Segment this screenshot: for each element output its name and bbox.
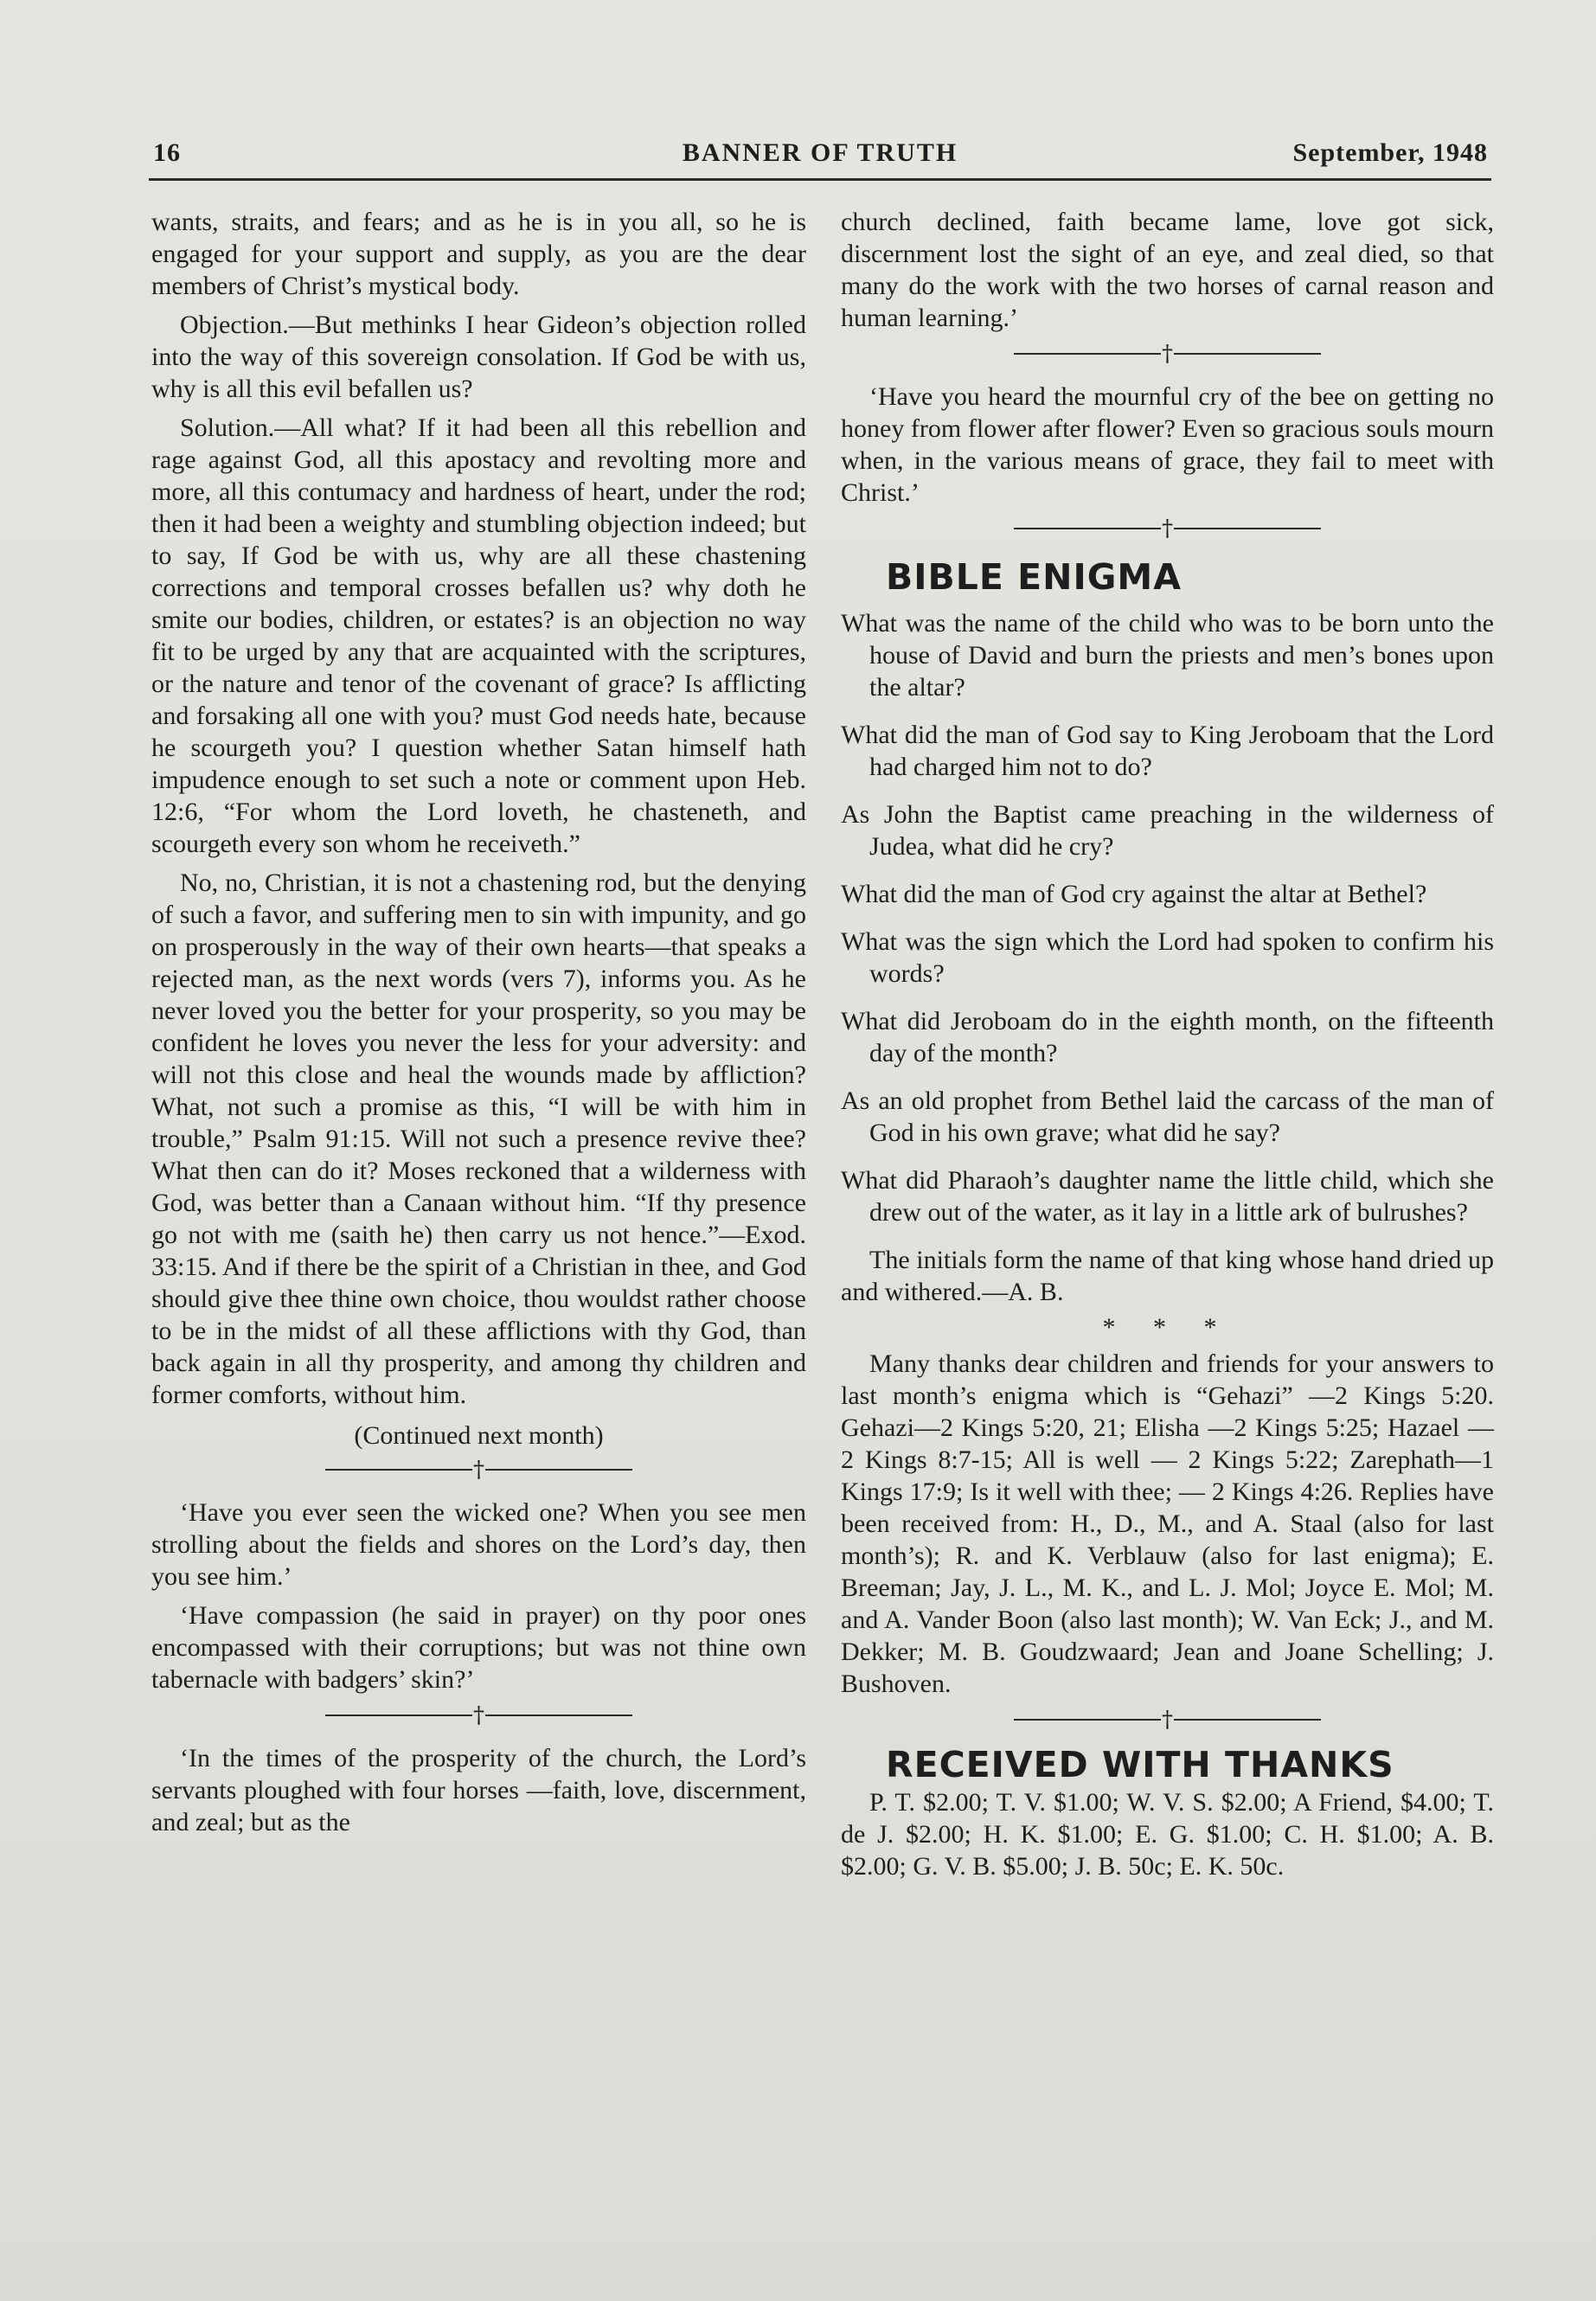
- enigma-question: What did Pharaoh’s daughter name the little child, which she drew out of the water, as it lay in a little ark of bulrushes?: [841, 1166, 1494, 1227]
- publication-title: BANNER OF TRUTH: [682, 138, 958, 167]
- divider-rule: [1014, 528, 1161, 529]
- enigma-question: What was the name of the child who was to be born unto the house of David and burn the priests and men’s bones upon the altar?: [841, 609, 1494, 702]
- cross-icon: †: [1162, 341, 1173, 368]
- divider-rule: [1174, 1719, 1321, 1721]
- cross-icon: †: [473, 1457, 484, 1484]
- thanks-paragraph: Many thanks dear children and friends for your answers to last month’s enigma which is “Gehazi” —2 Kings 5:20. Gehazi—2 Kings 5:20, 21; Elisha —2 Kings 5:25; Hazael — 2 Kings 8:7-15; All is well — 2 Kings 5:22; Zarephath—1 Kings 17:9; Is it well with thee; — 2 Kings 4:26. Replies have been received from: H., D., M., and A. Staal (also for last month’s); R. and K. Verblauw (also for last enigma); E. Breeman; Jay, J. L., M. K., and L. J. Mol; Joyce E. Mol; M. and A. Vander Boon (also last month); W. Van Eck; J., and M. Dekker; M. B. Goudzwaard; Jean and Joane Schelling; J. Bushoven.: [841, 1349, 1494, 1698]
- divider-rule: [1174, 353, 1321, 355]
- enigma-question: What did the man of God say to King Jeroboam that the Lord had charged him not to do?: [841, 721, 1494, 781]
- left-column: [151, 206, 806, 1845]
- enigma-question: What did Jeroboam do in the eighth month, on the fifteenth day of the month?: [841, 1007, 1494, 1067]
- cross-divider: [151, 1457, 806, 1484]
- received-list: P. T. $2.00; T. V. $1.00; W. V. S. $2.00; A Friend, $4.00; T. de J. $2.00; H. K. $1.00; E. G. $1.00; C. H. $1.00; A. B. $2.00; G. V. B. $5.00; J. B. 50c; E. K. 50c.: [841, 1788, 1494, 1881]
- enigma-question: What did the man of God cry against the altar at Bethel?: [841, 880, 1427, 908]
- divider-rule: [325, 1469, 472, 1471]
- divider-rule: [485, 1469, 632, 1471]
- continued-note: (Continued next month): [354, 1421, 604, 1450]
- cross-divider: [841, 1707, 1494, 1734]
- paragraph: Objection.—But methinks I hear Gideon’s objection rolled into the way of this sovereign consolation. If God be with us, why is all this evil befallen us?: [151, 311, 806, 403]
- section-stars: * * *: [1102, 1313, 1233, 1342]
- quote-paragraph: ‘In the times of the prosperity of the church, the Lord’s servants ploughed with four horses —faith, love, discernment, and zeal; but as the: [151, 1744, 806, 1836]
- page-number: 16: [153, 138, 181, 167]
- quote-paragraph: ‘Have compassion (he said in prayer) on thy poor ones encompassed with their corruptions; but was not thine own tabernacle with badgers’ skin?’: [151, 1601, 806, 1694]
- divider-rule: [1014, 353, 1161, 355]
- enigma-question: As John the Baptist came preaching in the wilderness of Judea, what did he cry?: [841, 800, 1494, 861]
- cross-divider: [151, 1702, 806, 1729]
- enigma-question: As an old prophet from Bethel laid the carcass of the man of God in his own grave; what did he say?: [841, 1086, 1494, 1147]
- divider-rule: [1014, 1719, 1161, 1721]
- cross-icon: †: [473, 1702, 484, 1729]
- cross-divider: [841, 516, 1494, 542]
- divider-rule: [325, 1715, 472, 1716]
- paragraph: church declined, faith became lame, love got sick, discernment lost the sight of an eye, and zeal died, so that many do the work with the two horses of carnal reason and human learning.’: [841, 208, 1494, 332]
- paragraph: Solution.—All what? If it had been all this rebellion and rage against God, all this apostacy and revolting more and more, all this contumacy and hardness of heart, under the rod; then it had been a weighty and stumbling objection indeed; but to say, If God be with us, why are all these chastening corrections and temporal crosses befallen us? why doth he smite our bodies, children, or estates? is an objection no way fit to be urged by any that are acquainted with the scriptures, or the nature and tenor of the covenant of grace? Is afflicting and forsaking all one with you? must God needs hate, because he scourgeth you? I question whether Satan himself hath impudence enough to set such a note or comment upon Heb. 12:6, “For whom the Lord loveth, he chasteneth, and scourgeth every son whom he receiveth.”: [151, 413, 806, 858]
- cross-icon: †: [1162, 1707, 1173, 1734]
- section-heading-received: RECEIVED WITH THANKS: [886, 1744, 1394, 1785]
- issue-date: September, 1948: [1292, 138, 1488, 167]
- cross-divider: [841, 341, 1494, 368]
- enigma-initials-note: The initials form the name of that king whose hand dried up and withered.—A. B.: [841, 1246, 1494, 1306]
- paragraph: wants, straits, and fears; and as he is in you all, so he is engaged for your support and supply, as you are the dear members of Christ’s mystical body.: [151, 208, 806, 300]
- section-heading-bible-enigma: BIBLE ENIGMA: [886, 556, 1182, 598]
- divider-rule: [1174, 528, 1321, 529]
- divider-rule: [485, 1715, 632, 1716]
- right-column: [841, 206, 1494, 1889]
- cross-icon: †: [1162, 516, 1173, 542]
- page-header: [149, 137, 1491, 181]
- quote-paragraph: ‘Have you heard the mournful cry of the bee on getting no honey from flower after flower? Even so gracious souls mourn when, in the various means of grace, they fail to meet with Christ.’: [841, 382, 1494, 507]
- enigma-question: What was the sign which the Lord had spoken to confirm his words?: [841, 927, 1494, 988]
- quote-paragraph: ‘Have you ever seen the wicked one? When you see men strolling about the fields and shores on the Lord’s day, then you see him.’: [151, 1498, 806, 1591]
- paragraph: No, no, Christian, it is not a chastening rod, but the denying of such a favor, and suffering men to sin with impunity, and go on prosperously in the way of their own hearts—that speaks a rejected man, as the next words (vers 7), informs you. As he never loved you the better for your prosperity, so you may be confident he loves you never the less for your adversity: and will not this close and heal the wounds made by affliction? What, not such a promise as this, “I will be with him in trouble,” Psalm 91:15. Will not such a presence revive thee? What then can do it? Moses reckoned that a wilderness with God, was better than a Canaan without him. “If thy presence go not with me (saith he) then carry us not hence.”—Exod. 33:15. And if there be the spirit of a Christian in thee, and God should give thee thine own choice, thou wouldst rather choose to be in the midst of all these afflictions with thy God, than back again in all thy prosperity, and among thy children and former comforts, without him.: [151, 868, 806, 1409]
